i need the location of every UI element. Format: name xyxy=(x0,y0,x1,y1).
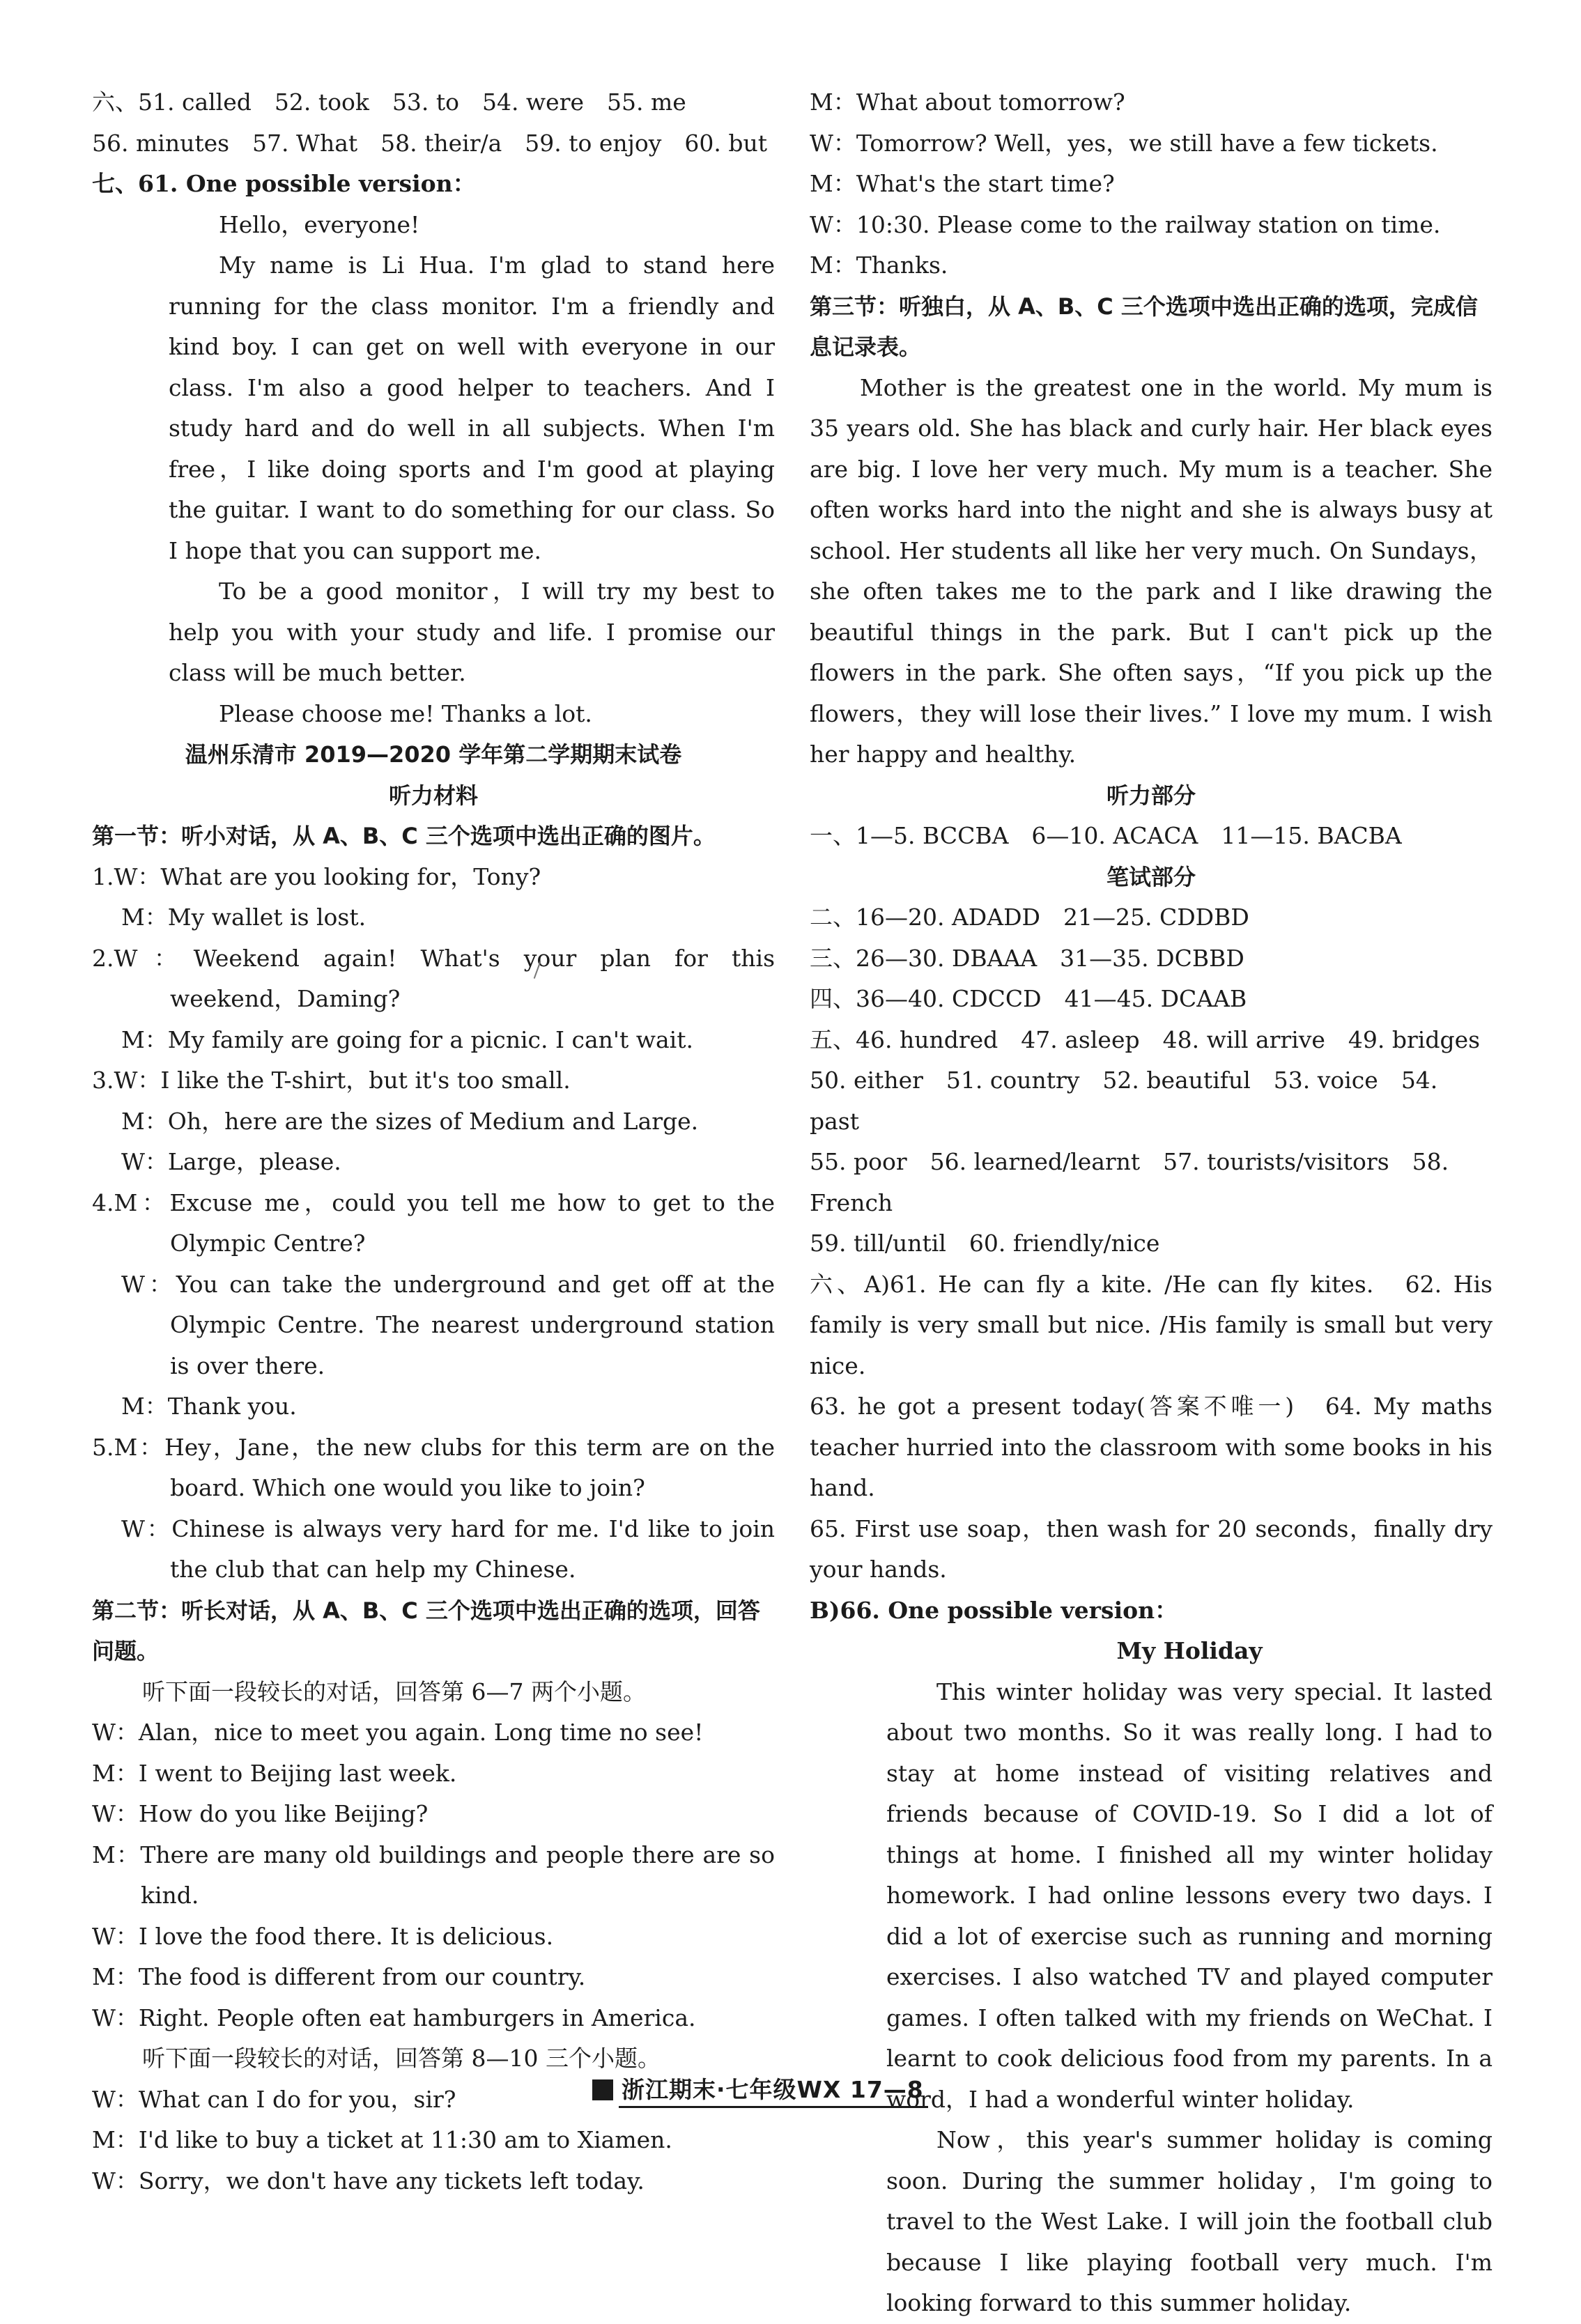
answers-part1: 一、1—5. BCCBA 6—10. ACACA 11—15. BACBA xyxy=(810,822,1402,849)
answers-part6-c: 65. First use soap，then wash for 20 seconds，finally dry your hands. xyxy=(810,1515,1493,1583)
holiday-essay-paragraph: This winter holiday was very special. It lasted about two months. So it was really long. I had to stay at home instead of visiting relatives and friends because of COVID-19. So I did a lot of things at home. I finished all my winter holiday homework. I had online lessons every two days. I did a lot of exercise such as running and morning exercises. I also watched TV and played computer games. I often talked with my friends on WeChat. I learnt to cook delicious food from my parents. In a word，I had a wonderful winter holiday. xyxy=(886,1678,1493,2113)
dialogue-intro: 听下面一段较长的对话，回答第 6—7 两个小题。 xyxy=(142,1678,646,1705)
dialogue-line: W：Alan，nice to meet you again. Long time no see! xyxy=(92,1719,704,1746)
part6-answers-line2: 56. minutes 57. What 58. their/a 59. to enjoy 60. but xyxy=(92,129,767,157)
dialogue-line: W：Chinese is always very hard for me. I'd like to join the club that can help my Chinese. xyxy=(121,1515,775,1583)
section1-heading: 第一节：听小对话，从 A、B、C 三个选项中选出正确的图片。 xyxy=(92,823,716,849)
dialogue-line: W：Tomorrow? Well，yes，we still have a few tickets. xyxy=(810,129,1438,157)
right-column xyxy=(810,82,1493,2324)
dialogue-line: W：You can take the underground and get off at the Olympic Centre. The nearest underground station is over there. xyxy=(121,1270,775,1379)
dialogue-line: 5.M：Hey，Jane，the new clubs for this term are on the board. Which one would you like to join? xyxy=(92,1433,775,1501)
dialogue-a xyxy=(92,1712,775,2038)
answers-part5-line: 55. poor 56. learned/learnt 57. tourists/visitors 58. French xyxy=(810,1148,1449,1216)
dialogue-line: 2.W：Weekend again! What's your plan for this weekend，Daming? xyxy=(92,944,776,1012)
dialogue-b-continued xyxy=(810,82,1493,286)
holiday-essay-title: My Holiday xyxy=(1116,1637,1263,1664)
dialogue-line: M：What's the start time? xyxy=(810,170,1115,197)
dialogue-line: W：10:30. Please come to the railway station on time. xyxy=(810,210,1441,238)
left-column xyxy=(92,82,775,2201)
dialogue-line: W：I love the food there. It is delicious. xyxy=(92,1922,554,1950)
section2-heading: 第二节：听长对话，从 A、B、C 三个选项中选出正确的选项，回答问题。 xyxy=(92,1597,760,1664)
holiday-essay-paragraph: Now，this year's summer holiday is coming soon. During the summer holiday，I'm going to travel to the West Lake. I will join the football club because I like playing football very much. I'm looking forward to this summer holiday. xyxy=(886,2126,1493,2316)
answers-part6-b: 63. he got a present today(答案不唯一) 64. My maths teacher hurried into the classroom with some books in his hand. xyxy=(810,1393,1493,1501)
essay-paragraph: My name is Li Hua. I'm glad to stand here running for the class monitor. I'm a friendly and kind boy. I can get on well with everyone in our class. I'm also a good helper to teachers. And I study hard and do well in all subjects. When I'm free，I like doing sports and I'm good at playing the guitar. I want to do something for our class. So I hope that you can support me. xyxy=(169,251,775,564)
section3-heading: 第三节：听独白，从 A、B、C 三个选项中选出正确的选项，完成信息记录表。 xyxy=(810,293,1478,360)
dialogue-line: W：What can I do for you，sir? xyxy=(92,2085,456,2113)
written-part-title: 笔试部分 xyxy=(1106,863,1196,890)
part6-answers-line1: 六、51. called 52. took 53. to 54. were 55. me xyxy=(92,88,686,116)
dialogue-line: M：I'd like to buy a ticket at 11:30 am to Xiamen. xyxy=(92,2126,672,2153)
answers-part2: 二、16—20. ADADD 21—25. CDDBD xyxy=(810,904,1249,931)
dialogue-line: 3.W：I like the T-shirt，but it's too small. xyxy=(92,1067,571,1094)
dialogue-line: M：What about tomorrow? xyxy=(810,88,1125,116)
answers-part6-a: 六、A)61. He can fly a kite. /He can fly kites. 62. His family is very small but nice. /His family is small but very nice. xyxy=(810,1270,1493,1379)
essay-closing: Please choose me! Thanks a lot. xyxy=(219,699,592,727)
dialogue-line: M：Oh，here are the sizes of Medium and Large. xyxy=(121,1107,699,1135)
answers-part4: 四、36—40. CDCCD 41—45. DCAAB xyxy=(810,985,1247,1012)
dialogue-line: M：I went to Beijing last week. xyxy=(92,1759,457,1787)
dialogue-line: W：Right. People often eat hamburgers in America. xyxy=(92,2004,696,2031)
essay-greeting: Hello，everyone! xyxy=(219,210,420,238)
footer-label: 浙江期末·七年级WX 17—8 xyxy=(619,2072,928,2108)
listening-material-title: 听力材料 xyxy=(388,782,478,809)
dialogue-line: M：Thanks. xyxy=(810,251,948,279)
exam-title: 温州乐清市 2019—2020 学年第二学期期末试卷 xyxy=(185,741,682,768)
footer-square-icon xyxy=(592,2079,613,2100)
monologue-text: Mother is the greatest one in the world. My mum is 35 years old. She has black and curly hair. Her black eyes are big. I love her very much. My mum is a teacher. She often works hard into the night and she is always busy at school. Her students all like her very much. On Sundays，she often takes me to the park and I like drawing the beautiful things in the park. But I can't pick up the flowers in the park. She often says，“If you pick up the flowers，they will lose their lives.” I love my mum. I wish her happy and healthy. xyxy=(810,373,1493,768)
section1-dialogues xyxy=(92,857,775,1590)
dialogue-line: M：The food is different from our country. xyxy=(92,1963,586,1990)
answers-part5-line: 50. either 51. country 52. beautiful 53. voice 54. past xyxy=(810,1067,1438,1135)
dialogue-line: M：Thank you. xyxy=(121,1393,297,1420)
dialogue-line: 4.M：Excuse me，could you tell me how to get to the Olympic Centre? xyxy=(92,1188,775,1257)
answers-part3: 三、26—30. DBAAA 31—35. DCBBD xyxy=(810,944,1244,972)
dialogue-line: M：My wallet is lost. xyxy=(121,904,367,931)
part7-label: 七、61. One possible version： xyxy=(92,170,476,197)
answers-part5-line: 五、46. hundred 47. asleep 48. will arrive 49. bridges xyxy=(810,1025,1481,1053)
part-b-label: B)66. One possible version： xyxy=(810,1596,1178,1624)
dialogue-line: M：My family are going for a picnic. I can't wait. xyxy=(121,1025,693,1053)
answers-part5-line: 59. till/until 60. friendly/nice xyxy=(810,1230,1160,1257)
essay-paragraph: To be a good monitor，I will try my best to help you with your study and life. I promise our class will be much better. xyxy=(169,578,775,686)
dialogue-intro: 听下面一段较长的对话，回答第 8—10 三个小题。 xyxy=(142,2045,661,2072)
page-footer xyxy=(592,2072,989,2108)
dialogue-line: W：Large，please. xyxy=(121,1148,341,1175)
dialogue-line: W：How do you like Beijing? xyxy=(92,1800,429,1827)
dialogue-line: W：Sorry，we don't have any tickets left today. xyxy=(92,2167,645,2194)
dialogue-line: 1.W：What are you looking for，Tony? xyxy=(92,862,541,890)
dialogue-line: M：There are many old buildings and people there are so kind. xyxy=(92,1841,775,1909)
listening-part-title: 听力部分 xyxy=(1106,782,1196,809)
